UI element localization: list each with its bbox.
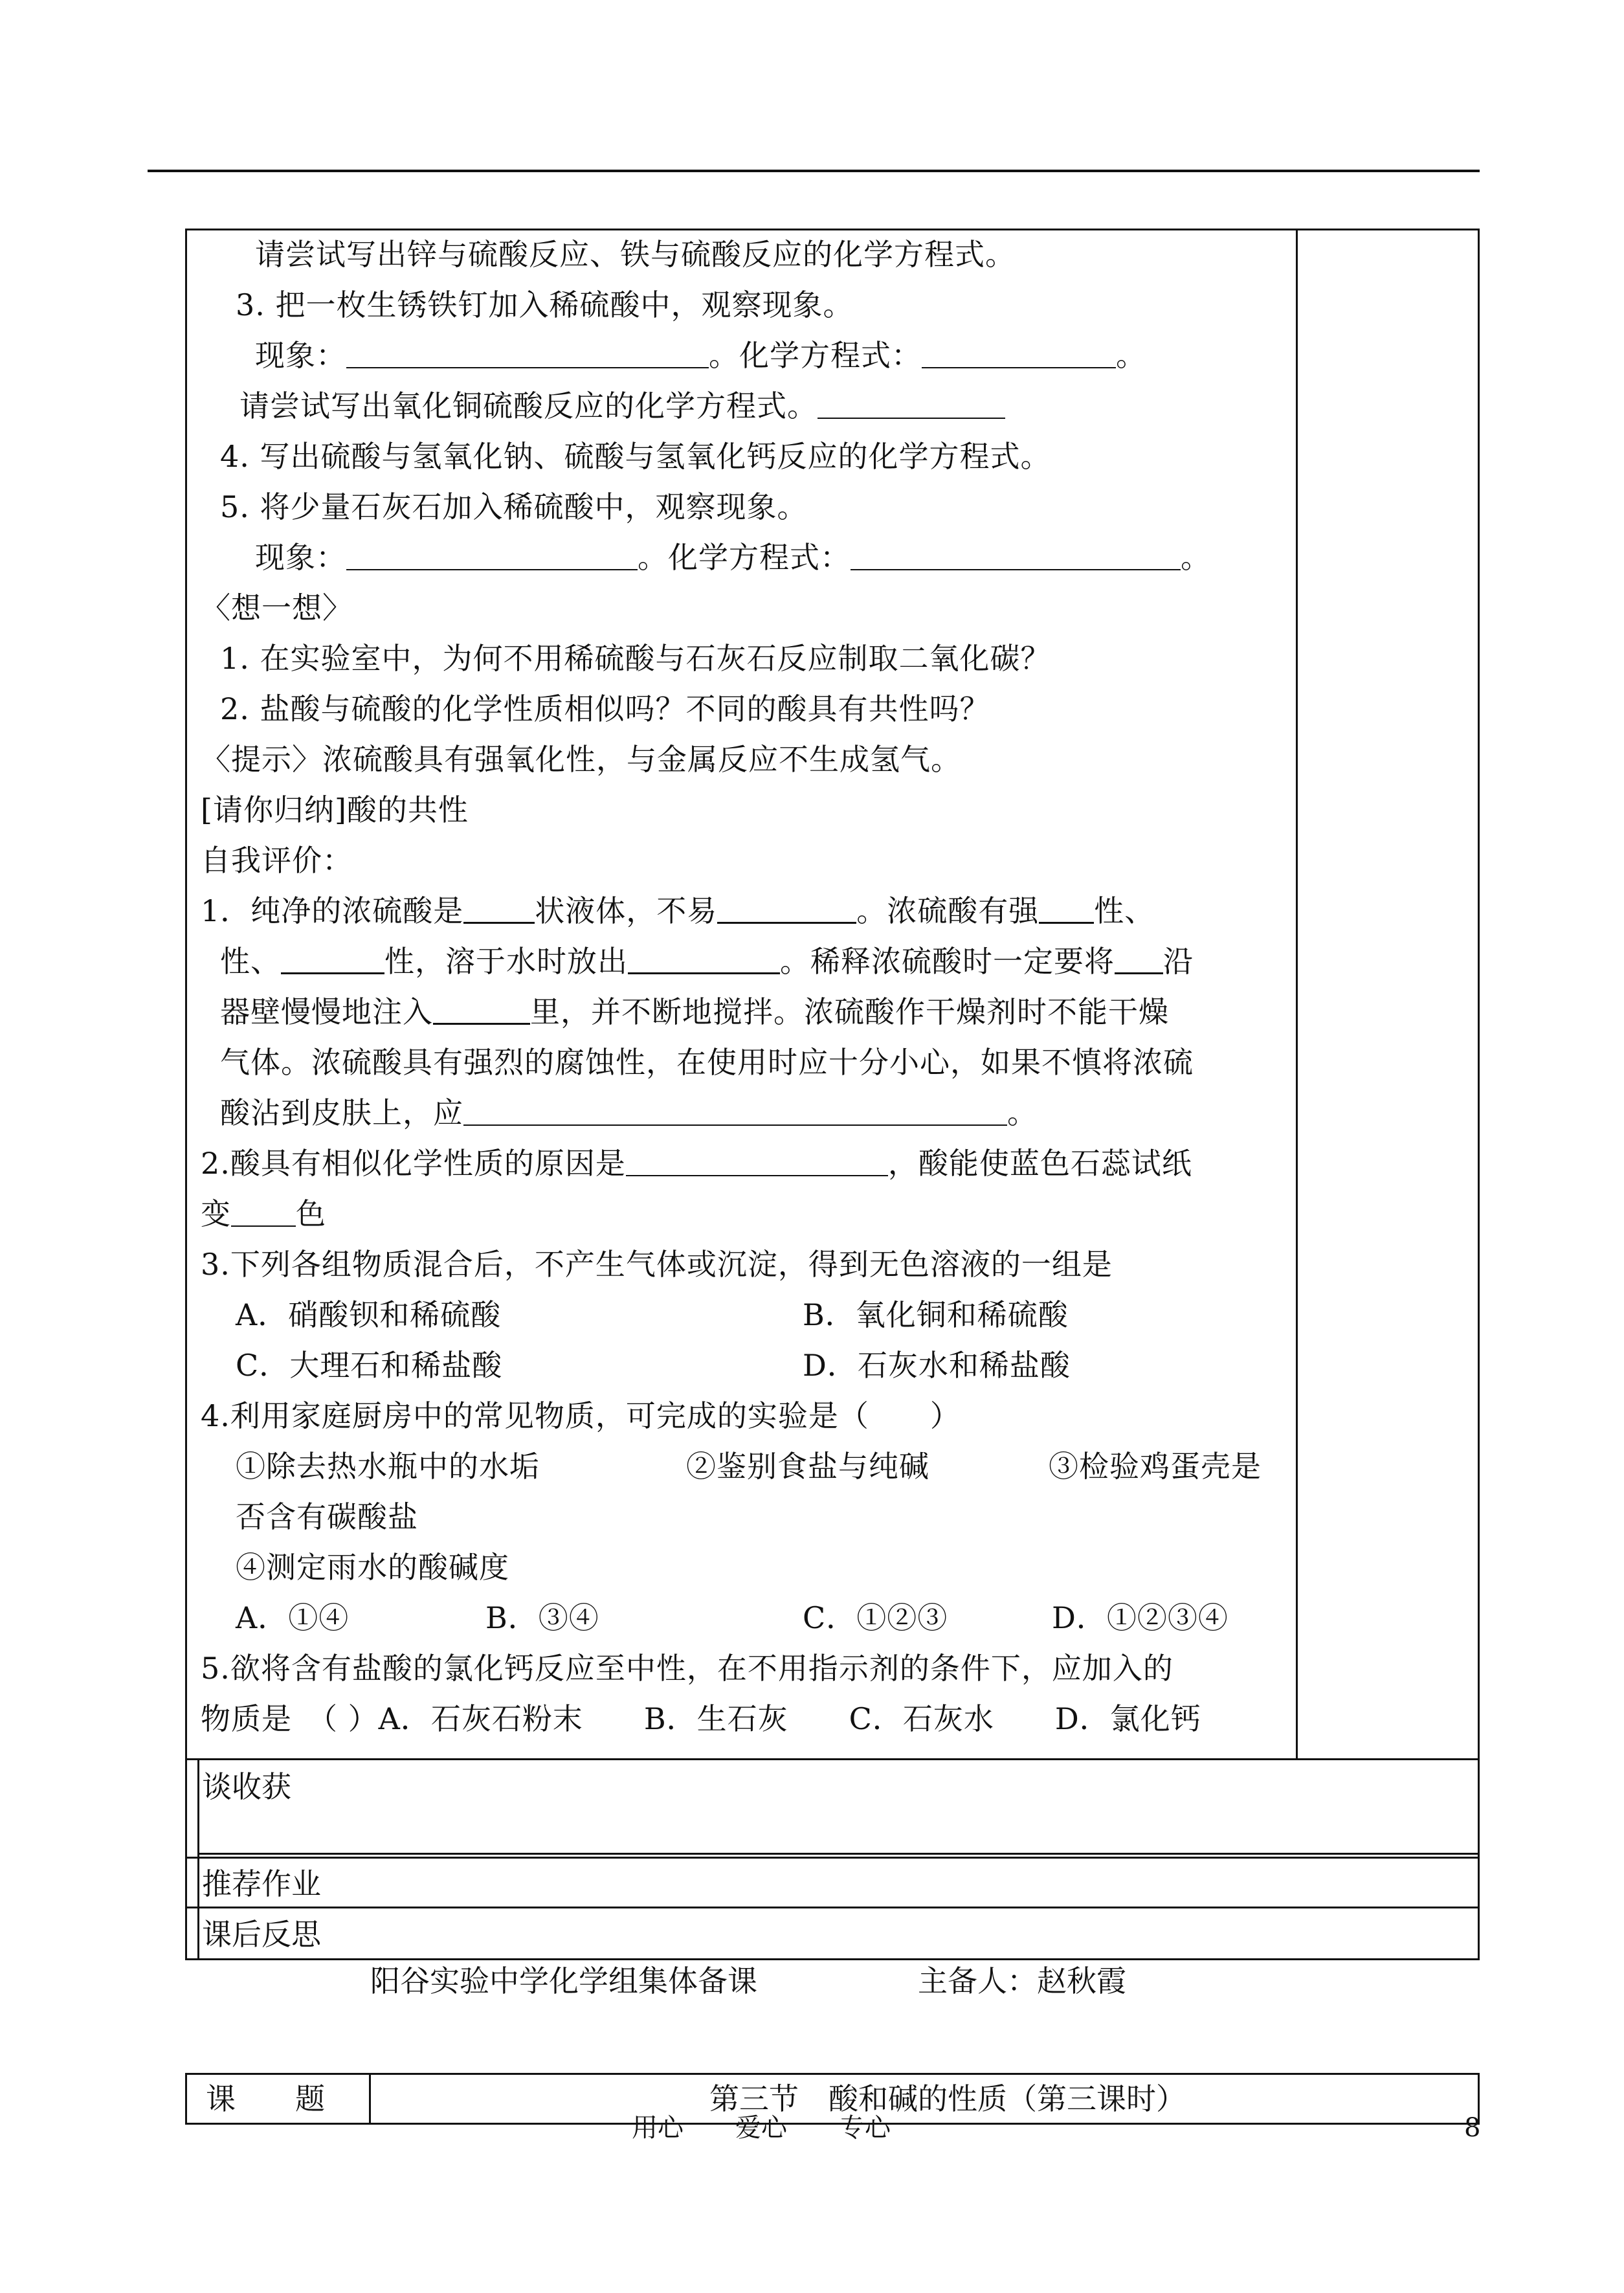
- homework-label: 推荐作业: [202, 1866, 321, 1901]
- question-3-option-a: A．硝酸钡和稀硫酸: [236, 1297, 502, 1332]
- self-eval-heading: 自我评价：: [201, 843, 353, 878]
- question-5-line-2: 物质是 （ ）A．石灰石粉末 B．生石灰 C．石灰水 D．氯化钙: [201, 1701, 1201, 1736]
- prep-group: 阳谷实验中学化学组集体备课: [370, 1963, 757, 1998]
- reflection-table-rule: [197, 1853, 1480, 1855]
- question-2-line-1: 2.酸具有相似化学性质的原因是 ，酸能使蓝色石蕊试纸: [201, 1146, 1192, 1181]
- line-observation-2: 现象： 。化学方程式： 。: [255, 540, 1211, 575]
- reflection-table-rule: [185, 1907, 1480, 1908]
- page-number: 8: [1464, 2113, 1481, 2143]
- summary-line: [请你归纳]酸的共性: [201, 792, 469, 827]
- topic-table-divider: [369, 2073, 371, 2125]
- reflection-label: 课后反思: [202, 1917, 321, 1952]
- think-heading: 〈想一想〉: [201, 590, 353, 625]
- reflection-table-divider: [197, 1758, 199, 1960]
- question-5-line-1: 5.欲将含有盐酸的氯化钙反应至中性，在不用指示剂的条件下，应加入的: [201, 1651, 1174, 1686]
- answer-blank: [346, 341, 709, 368]
- question-4-option-b: B．③④: [485, 1600, 599, 1635]
- question-2-line-2: 变 色: [201, 1196, 326, 1231]
- hint-line: 〈提示〉浓硫酸具有强氧化性，与金属反应不生成氢气。: [201, 742, 961, 777]
- answer-blank: [717, 896, 856, 924]
- line-copper-oxide: 请尝试写出氧化铜硫酸反应的化学方程式。: [239, 386, 1005, 425]
- answer-blank: [281, 946, 384, 974]
- preparer: 主备人：赵秋霞: [918, 1963, 1126, 1998]
- answer-blank: [818, 392, 1005, 419]
- answer-blank: [626, 1149, 888, 1176]
- header-rule: [148, 170, 1480, 172]
- line-limestone: 5. 将少量石灰石加入稀硫酸中，观察现象。: [220, 489, 808, 524]
- question-1-line-3: 器壁慢慢地注入 里，并不断地搅拌。浓硫酸作干燥剂时不能干燥: [220, 994, 1169, 1029]
- answer-blank: [463, 896, 535, 924]
- reflection-table-rule: [185, 1857, 1480, 1859]
- question-4-option-c: C．①②③: [803, 1600, 948, 1635]
- answer-blank: [922, 341, 1116, 368]
- question-4: 4.利用家庭厨房中的常见物质，可完成的实验是（ ）: [201, 1398, 961, 1433]
- question-1-line-5: 酸沾到皮肤上，应 。: [220, 1095, 1038, 1130]
- page-motto: 用心 爱心 专心: [632, 2113, 891, 2143]
- topic-title: 第三节 酸和碱的性质（第三课时）: [709, 2081, 1186, 2116]
- answer-blank: [628, 946, 780, 974]
- question-1-line-2: 性、 性，溶于水时放出 。稀释浓硫酸时一定要将 沿: [220, 944, 1194, 979]
- line-observation-1: 现象： 。化学方程式： 。: [255, 338, 1146, 373]
- answer-blank: [1039, 896, 1094, 924]
- answer-blank: [463, 1099, 1007, 1126]
- question-3-option-d: D．石灰水和稀盐酸: [803, 1348, 1071, 1383]
- think-question-1: 1. 在实验室中，为何不用稀硫酸与石灰石反应制取二氧化碳？: [220, 641, 1051, 676]
- question-1-line-4: 气体。浓硫酸具有强烈的腐蚀性，在使用时应十分小心，如果不慎将浓硫: [220, 1045, 1194, 1080]
- line-rusty-nail: 3. 把一枚生锈铁钉加入稀硫酸中，观察现象。: [236, 287, 854, 322]
- question-3-option-c: C．大理石和稀盐酸: [236, 1348, 503, 1383]
- answer-blank: [433, 997, 530, 1025]
- equation-label: 。化学方程式：: [709, 338, 922, 373]
- question-4-option-a: A．①④: [236, 1600, 350, 1635]
- question-4-item-1: ①除去热水瓶中的水垢: [236, 1449, 540, 1484]
- answer-blank: [346, 543, 638, 570]
- reflection-table: [185, 1758, 1480, 1960]
- question-1-line-1: 1．纯净的浓硫酸是 状液体，不易 。浓硫酸有强 性、: [201, 893, 1155, 928]
- answer-blank: [231, 1200, 296, 1227]
- harvest-label: 谈收获: [202, 1769, 291, 1804]
- answer-blank: [1115, 946, 1163, 974]
- content-box-divider: [1296, 229, 1298, 1760]
- line-naoh-caoh: 4. 写出硫酸与氢氧化钠、硫酸与氢氧化钙反应的化学方程式。: [220, 439, 1051, 474]
- question-4-item-2: ②鉴别食盐与纯碱: [686, 1449, 929, 1484]
- observation-label: 现象：: [255, 338, 346, 373]
- think-question-2: 2. 盐酸与硫酸的化学性质相似吗？不同的酸具有共性吗？: [220, 691, 990, 726]
- question-4-item-3-cont: 否含有碳酸盐: [236, 1499, 418, 1534]
- topic-label: 课 题: [206, 2081, 325, 2116]
- question-3: 3.下列各组物质混合后，不产生气体或沉淀，得到无色溶液的一组是: [201, 1247, 1113, 1282]
- question-4-item-4: ④测定雨水的酸碱度: [236, 1550, 509, 1585]
- line-zinc-iron: 请尝试写出锌与硫酸反应、铁与硫酸反应的化学方程式。: [255, 237, 1016, 272]
- question-4-item-3: ③检验鸡蛋壳是: [1049, 1449, 1262, 1484]
- answer-blank: [851, 543, 1181, 570]
- question-4-option-d: D．①②③④: [1052, 1600, 1229, 1635]
- question-3-option-b: B．氧化铜和稀硫酸: [803, 1297, 1069, 1332]
